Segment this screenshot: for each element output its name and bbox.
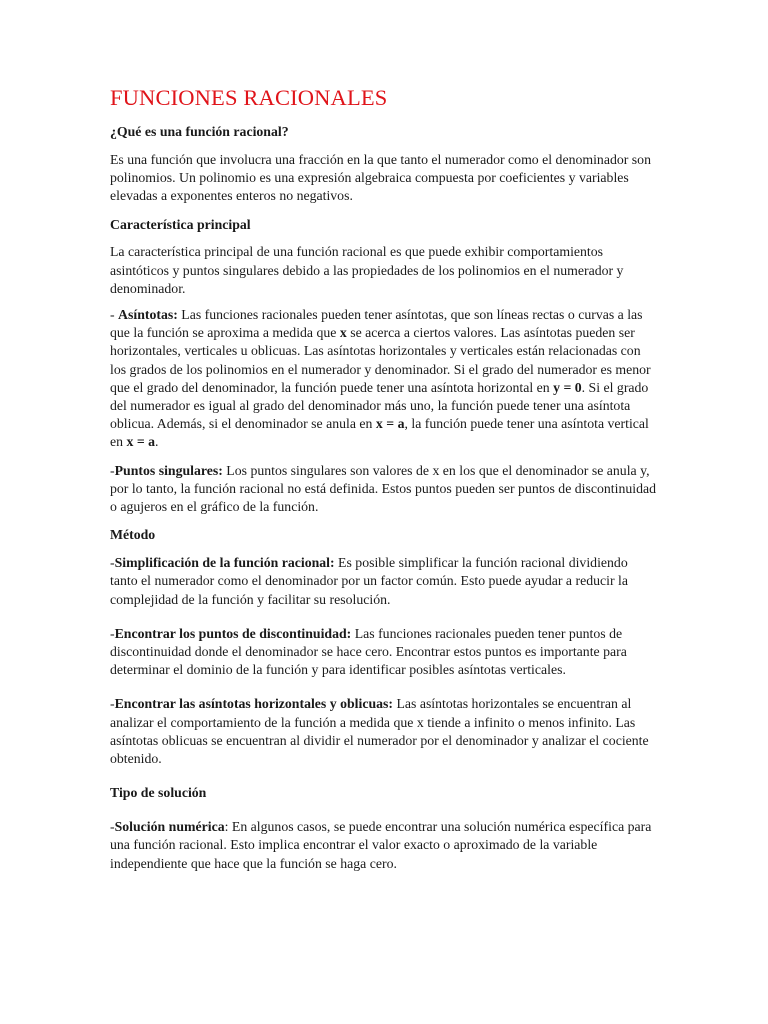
- method-asymptotes-dash: -: [110, 696, 115, 712]
- paragraph-definition: Es una función que involucra una fracción en la que tanto el numerador como el denominador son polinomios. Un polinomio es una expresión algebraica compuesta por coeficientes y variables elevadas a exponentes enteros no negativos.: [110, 151, 651, 204]
- singular-text: Los puntos singulares son valores de x en los que el denominador se anula y, por lo tanto, la función racional no está definida. Estos puntos pueden ser puntos de discontinuidad o agujeros en el gráfico de la función.: [110, 462, 657, 515]
- asymptotes-text-4: , la función puede tener una asíntota vertical en: [110, 416, 649, 450]
- simplify-text: Es posible simplificar la función racional dividiendo tanto el numerador como el denominador por un factor común. Esto puede ayudar a reducir la complejidad de la función y facilitar su resolución.: [110, 555, 628, 607]
- asymptotes-label: Asíntotas:: [118, 307, 178, 323]
- discontinuity-label: Encontrar los puntos de discontinuidad:: [114, 625, 352, 641]
- asymptotes-xa-2: x = a: [126, 434, 156, 450]
- singular-dash: -: [110, 462, 115, 478]
- heading-main-feature: Característica principal: [110, 216, 251, 232]
- asymptotes-xa-1: x = a: [375, 416, 405, 432]
- document-title: FUNCIONES RACIONALES: [110, 85, 388, 110]
- paragraph-main-feature: La característica principal de una función racional es que puede exhibir comportamientos asintóticos y puntos singulares debido a las propiedades de los polinomios en el numerador y denominador.: [110, 244, 624, 296]
- method-asymptotes-text: Las asíntotas horizontales se encuentran al analizar el comportamiento de la función a medida que x tiende a infinito o menos infinito. Las asíntotas oblicuas se encuentran al dividir el numerador por el denominador y analizar el cociente obtenido.: [110, 696, 649, 767]
- paragraph-asymptotes: [110, 306, 656, 452]
- asymptotes-dash: -: [110, 307, 119, 323]
- simplify-label: Simplificación de la función racional:: [114, 555, 335, 571]
- singular-label: Puntos singulares:: [114, 462, 223, 478]
- asymptotes-text-3: . Si el grado del numerador es igual al grado del denominador más uno, la función puede tener una asíntota oblicua. Además, si el denominador se anula en: [110, 379, 649, 432]
- numeric-label: Solución numérica: [114, 819, 225, 835]
- paragraph-method-discontinuity: [110, 625, 656, 680]
- numeric-text: : En algunos casos, se puede encontrar una solución numérica específica para una función racional. Esto implica encontrar el valor exacto o aproximado de la variable independiente que hace que la función se haga cero.: [110, 819, 652, 871]
- paragraph-method-simplify: [110, 554, 656, 609]
- method-asymptotes-label: Encontrar las asíntotas horizontales y oblicuas:: [114, 696, 393, 712]
- heading-solution-type: Tipo de solución: [110, 785, 207, 801]
- heading-what-is: ¿Qué es una función racional?: [110, 124, 289, 139]
- numeric-dash: -: [110, 819, 115, 835]
- simplify-dash: -: [110, 555, 115, 571]
- asymptotes-x: x: [339, 325, 347, 341]
- paragraph-numeric-solution: [110, 818, 656, 873]
- asymptotes-text-5: .: [155, 434, 159, 450]
- discontinuity-dash: -: [110, 625, 115, 641]
- asymptotes-y0: y = 0: [553, 379, 582, 395]
- discontinuity-text: Las funciones racionales pueden tener puntos de discontinuidad donde el denominador se hace cero. Encontrar estos puntos es importante para determinar el dominio de la función y para identificar posibles asíntotas verticales.: [110, 625, 627, 678]
- paragraph-singular-points: [110, 462, 656, 517]
- paragraph-method-asymptotes: [110, 695, 656, 768]
- heading-method: Método: [110, 527, 156, 543]
- asymptotes-text-2: se acerca a ciertos valores. Las asíntotas pueden ser horizontales, verticales u oblicuas. Las asíntotas horizontales y verticales están relacionadas con los grados de los polinomios en el numerador y denominador. Si el grado del numerador es menor que el grado del denominador, la función puede tener una asíntota horizontal en: [110, 325, 651, 395]
- asymptotes-text-1: Las funciones racionales pueden tener asíntotas, que son líneas rectas o curvas a las que la función se aproxima a medida que: [110, 307, 643, 341]
